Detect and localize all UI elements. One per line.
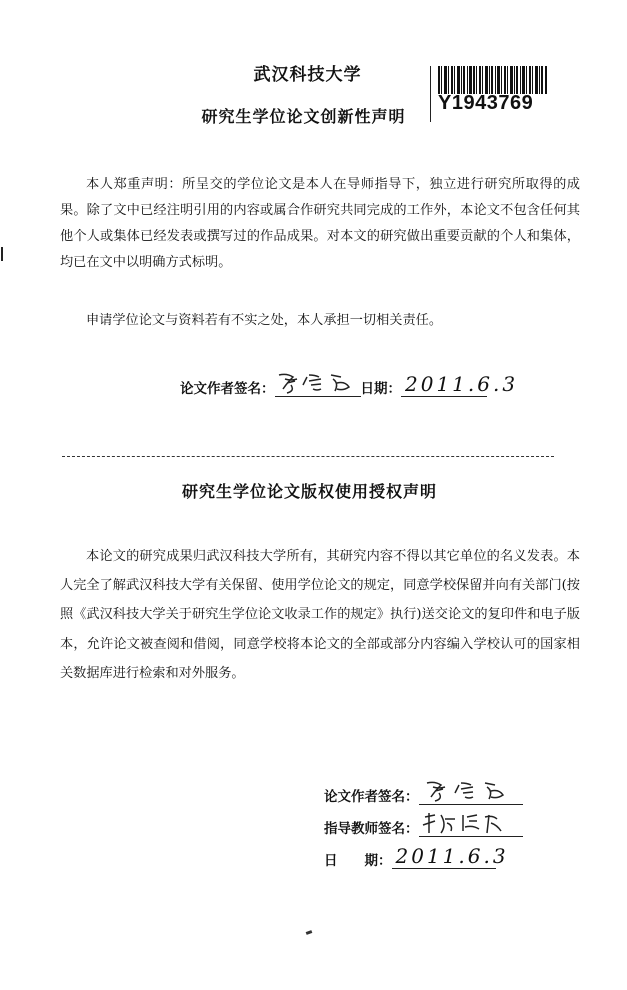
declaration-date-value: 2011.6.3 [405,372,519,396]
handwritten-signature-icon [419,811,523,835]
handwritten-signature-icon [419,779,523,803]
university-title: 武汉科技大学 [253,65,362,85]
copyright-author-row [324,780,523,805]
barcode-number: Y1943769 [438,92,534,114]
declaration-paragraph: 本人郑重声明：所呈交的学位论文是本人在导师指导下，独立进行研究所取得的成果。除了文中已经注明引用的内容或属合作研究共同完成的工作外，本论文不包含任何其他个人或集体已经发表或撰写过的作品成果。对本文的研究做出重要贡献的个人和集体，均已在文中以明确方式标明。 [60,177,580,270]
handwritten-signature-icon [275,371,361,395]
declaration-responsibility-paragraph: 申请学位论文与资料若有不实之处，本人承担一切相关责任。 [86,313,443,328]
copyright-title: 研究生学位论文版权使用授权声明 [181,482,437,501]
copyright-date-field [392,844,509,869]
copyright-date-value: 2011.6.3 [395,844,509,868]
copyright-author-label: 论文作者签名： [324,789,419,805]
scan-edge-mark [1,247,3,261]
section-divider [62,456,554,457]
barcode-icon [438,66,548,94]
advisor-signature [419,812,523,837]
author-signature-label: 论文作者签名： [180,381,275,397]
copyright-advisor-row [324,812,523,837]
scan-speck [306,930,313,935]
declaration-date-field [401,372,519,397]
declaration-signature-row [180,372,519,397]
copyright-advisor-label: 指导教师签名： [324,821,419,837]
copyright-date-label: 日 期： [324,853,392,869]
author-signature [275,372,361,397]
declaration-date-label: 日期： [360,381,401,397]
barcode-stamp [430,66,552,122]
declaration-title: 研究生学位论文创新性声明 [201,107,406,126]
copyright-paragraph: 本论文的研究成果归武汉科技大学所有，其研究内容不得以其它单位的名义发表。本人完全了解武汉科技大学有关保留、使用学位论文的规定，同意学校保留并向有关部门(按照《武汉科技大学关于研究生学位论文收录工作的规定》执行)送交论文的复印件和电子版本，允许论文被查阅和借阅，同意学校将本论文的全部或部分内容编入学校认可的国家相关数据库进行检索和对外服务。 [60,549,580,681]
copyright-author-signature [419,780,523,805]
stamp-border [430,66,431,122]
copyright-date-row [324,844,509,869]
